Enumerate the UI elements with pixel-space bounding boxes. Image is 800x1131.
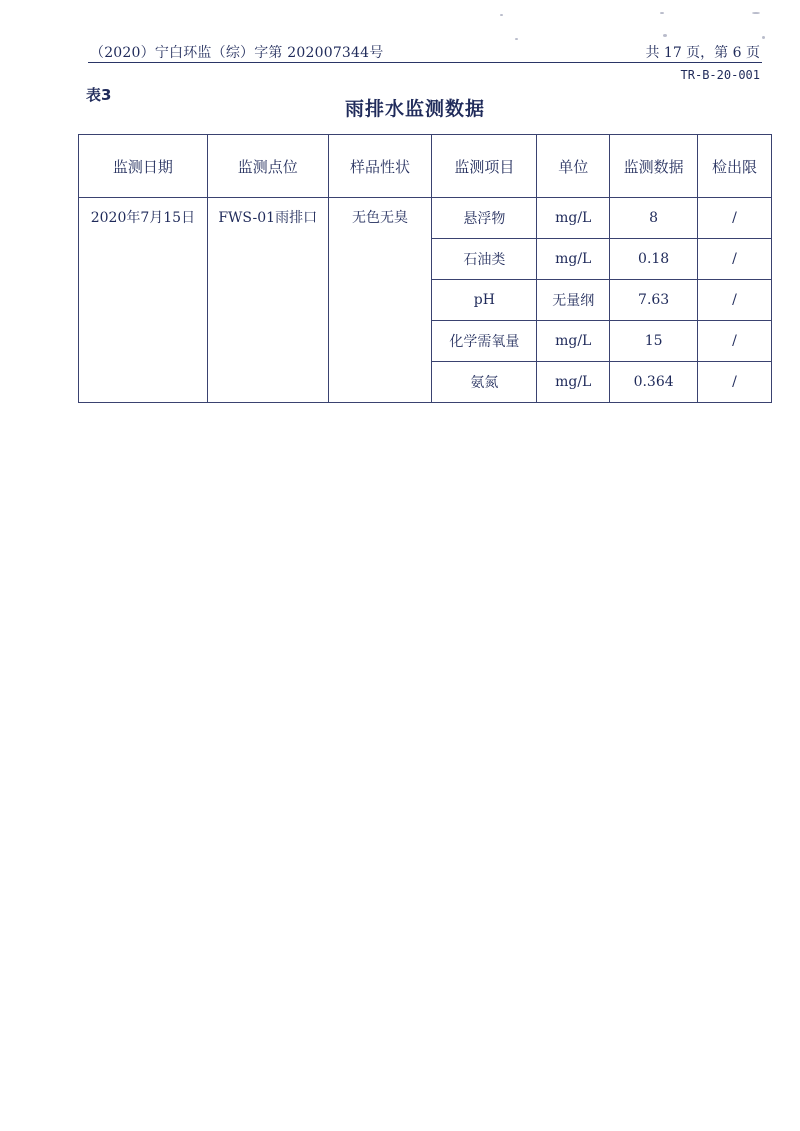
document-code: TR-B-20-001 [680,68,760,82]
table-title: 雨排水监测数据 [344,98,485,120]
monitoring-table [78,134,772,403]
monitoring-value: 15 [610,321,698,362]
column-header: 单位 [537,135,610,198]
monitoring-value: 0.18 [610,239,698,280]
unit: mg/L [537,239,610,280]
table-header-row [79,135,772,198]
report-number: （2020）宁白环监（综）字第 202007344号 [90,45,384,61]
unit: mg/L [537,321,610,362]
page-info: 共 17 页，第 6 页 [645,45,760,61]
column-header: 监测日期 [79,135,208,198]
column-header: 检出限 [698,135,772,198]
scan-speck [515,38,518,40]
scan-speck [762,36,765,39]
column-header: 监测数据 [610,135,698,198]
monitoring-point: FWS-01雨排口 [207,198,328,403]
monitoring-item: 石油类 [432,239,537,280]
scan-speck [500,14,503,16]
monitoring-item: 悬浮物 [432,198,537,239]
detection-limit: / [698,362,772,403]
monitoring-item: pH [432,280,537,321]
monitoring-value: 7.63 [610,280,698,321]
scan-speck [752,12,760,14]
unit: 无量纲 [537,280,610,321]
monitoring-item: 氨氮 [432,362,537,403]
detection-limit: / [698,321,772,362]
detection-limit: / [698,239,772,280]
monitoring-item: 化学需氧量 [432,321,537,362]
detection-limit: / [698,280,772,321]
table-row [79,198,772,239]
monitoring-date: 2020年7月15日 [79,198,208,403]
column-header: 监测点位 [207,135,328,198]
unit: mg/L [537,198,610,239]
table-label: 表3 [86,86,112,104]
sample-state: 无色无臭 [328,198,432,403]
scan-speck [660,12,664,14]
monitoring-value: 8 [610,198,698,239]
detection-limit: / [698,198,772,239]
column-header: 监测项目 [432,135,537,198]
scan-speck [663,34,667,37]
unit: mg/L [537,362,610,403]
column-header: 样品性状 [328,135,432,198]
header-divider [88,62,762,63]
monitoring-value: 0.364 [610,362,698,403]
